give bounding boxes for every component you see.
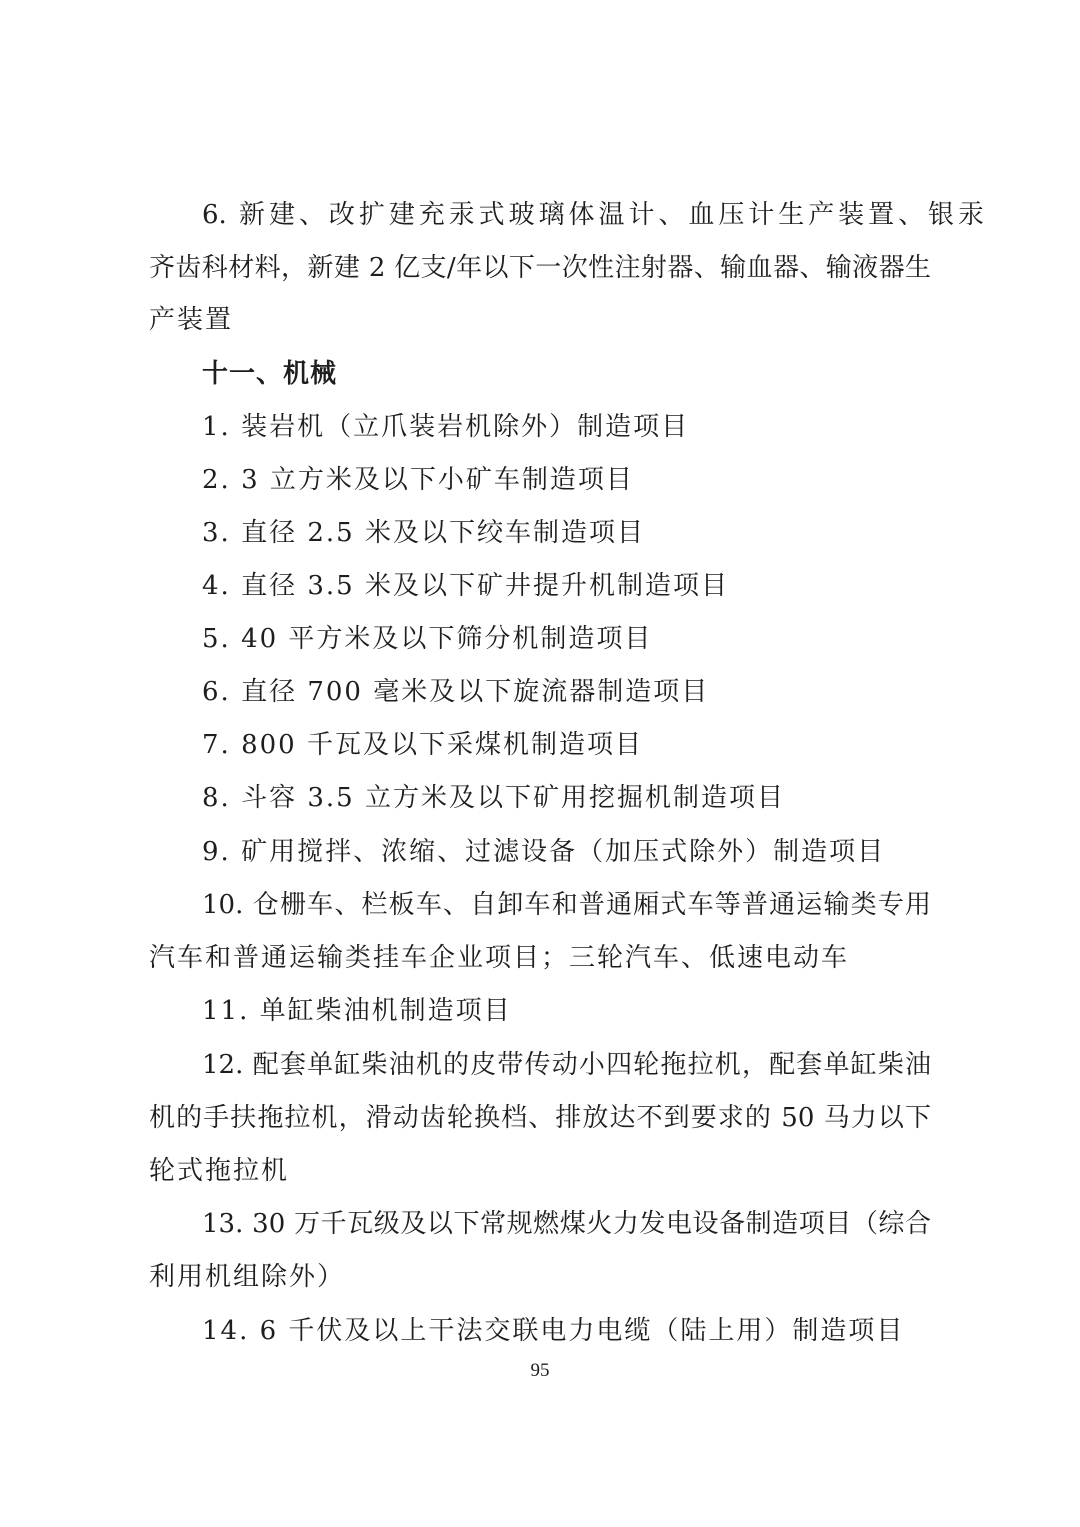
- list-item: 6. 直径 700 毫米及以下旋流器制造项目: [202, 677, 710, 707]
- paragraph-line: 6. 新建、改扩建充汞式玻璃体温计、血压计生产装置、银汞: [202, 200, 984, 230]
- list-item-continuation: 利用机组除外）: [149, 1262, 346, 1292]
- list-item: 10. 仓栅车、栏板车、自卸车和普通厢式车等普通运输类专用: [202, 890, 931, 920]
- list-item: 11. 单缸柴油机制造项目: [202, 996, 512, 1026]
- list-item: 13. 30 万千瓦级及以下常规燃煤火力发电设备制造项目（综合: [202, 1209, 931, 1239]
- list-item: 4. 直径 3.5 米及以下矿井提升机制造项目: [202, 571, 729, 601]
- list-item: 2. 3 立方米及以下小矿车制造项目: [202, 465, 634, 495]
- list-item-continuation: 轮式拖拉机: [149, 1156, 290, 1186]
- list-item: 7. 800 千瓦及以下采煤机制造项目: [202, 730, 643, 760]
- list-item: 3. 直径 2.5 米及以下绞车制造项目: [202, 518, 645, 548]
- page-number: 95: [530, 1360, 550, 1381]
- list-item-continuation: 机的手扶拖拉机，滑动齿轮换档、排放达不到要求的 50 马力以下: [149, 1103, 931, 1133]
- list-item-continuation: 汽车和普通运输类挂车企业项目；三轮汽车、低速电动车: [149, 943, 850, 973]
- paragraph-line: 齐齿科材料，新建 2 亿支/年以下一次性注射器、输血器、输液器生: [149, 253, 931, 283]
- list-item: 8. 斗容 3.5 立方米及以下矿用挖掘机制造项目: [202, 783, 785, 813]
- list-item: 14. 6 千伏及以上干法交联电力电缆（陆上用）制造项目: [202, 1316, 905, 1346]
- paragraph-line: 产装置: [149, 305, 234, 335]
- list-item: 9. 矿用搅拌、浓缩、过滤设备（加压式除外）制造项目: [202, 837, 886, 867]
- list-item: 12. 配套单缸柴油机的皮带传动小四轮拖拉机，配套单缸柴油: [202, 1050, 931, 1080]
- section-heading: 十一、机械: [202, 359, 338, 389]
- list-item: 1. 装岩机（立爪装岩机除外）制造项目: [202, 412, 690, 442]
- list-item: 5. 40 平方米及以下筛分机制造项目: [202, 624, 653, 654]
